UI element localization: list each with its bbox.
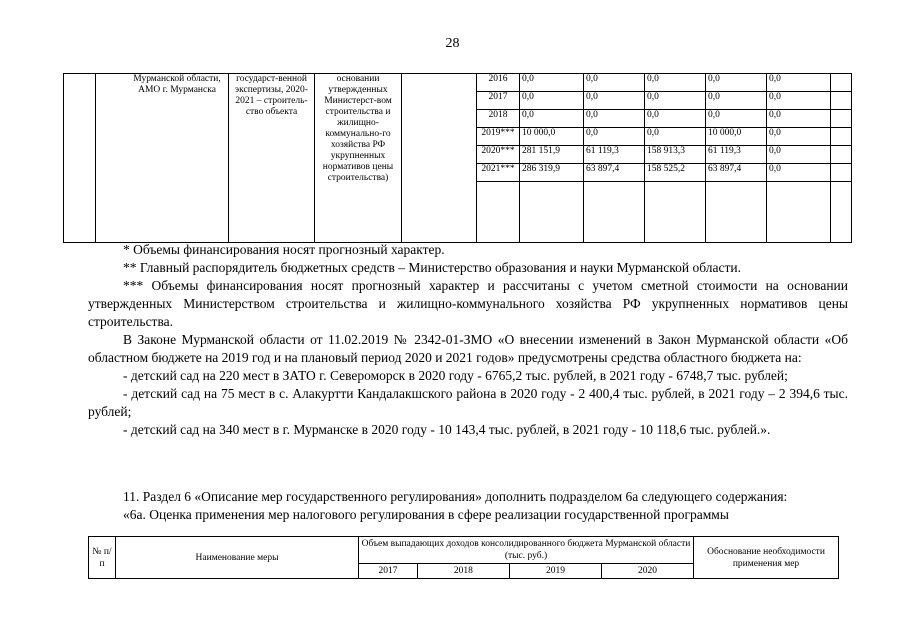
- value-cell: 0,0: [520, 92, 584, 110]
- section-block: [88, 488, 848, 524]
- year-header: 2019: [509, 564, 601, 579]
- value-cell: 281 151,9: [520, 146, 584, 164]
- note-1: * Объемы финансирования носят прогнозный характер.: [123, 242, 445, 257]
- stage-cell: государст-венной экспертизы, 2020-2021 – строитель-ство объекта: [229, 74, 315, 243]
- value-cell: 0,0: [584, 110, 645, 128]
- value-cell: 61 119,3: [706, 146, 767, 164]
- value-cell: 0,0: [706, 92, 767, 110]
- table-cell: [584, 182, 645, 243]
- value-cell: 0,0: [767, 74, 831, 92]
- year-cell: 2020***: [477, 146, 520, 164]
- year-header: 2018: [417, 564, 509, 579]
- year-cell: 2018: [477, 110, 520, 128]
- item-11: 11. Раздел 6 «Описание мер государственного регулирования» дополнить подразделом 6а следующего содержания:: [123, 489, 788, 504]
- value-cell: 10 000,0: [520, 128, 584, 146]
- table-cell: [520, 182, 584, 243]
- value-cell: 0,0: [767, 164, 831, 182]
- value-cell: 0,0: [767, 92, 831, 110]
- value-cell: 0,0: [520, 74, 584, 92]
- value-cell: 61 119,3: [584, 146, 645, 164]
- table-cell: [831, 92, 852, 110]
- law-item-2: - детский сад на 75 мест в с. Алакуртти Кандалакшского района в 2020 году - 2 400,4 тыс. рублей, в 2021 году – 2 394,6 тыс. рублей;: [88, 386, 848, 419]
- year-cell: 2017: [477, 92, 520, 110]
- law-item-1: - детский сад на 220 мест в ЗАТО г. Североморск в 2020 году - 6765,2 тыс. рублей, в 2021 году - 6748,7 тыс. рублей;: [123, 368, 788, 383]
- table-row: [64, 74, 852, 92]
- year-cell: 2016: [477, 74, 520, 92]
- year-header: 2020: [601, 564, 693, 579]
- law-item-3: - детский сад на 340 мест в г. Мурманске в 2020 году - 10 143,4 тыс. рублей, в 2021 году - 10 118,6 тыс. рублей.».: [123, 422, 771, 437]
- financing-table: [63, 73, 852, 243]
- value-cell: 10 000,0: [706, 128, 767, 146]
- value-cell: 0,0: [645, 110, 706, 128]
- value-cell: 63 897,4: [584, 164, 645, 182]
- table-cell: [831, 110, 852, 128]
- basis-cell: основании утвержденных Министерст-вом строительства и жилищно-коммунально-го хозяйства РФ укрупненных нормативов цены строительства): [315, 74, 402, 243]
- table-cell: [831, 146, 852, 164]
- value-cell: 158 913,3: [645, 146, 706, 164]
- header-basis: Обоснование необходимости применения мер: [694, 537, 839, 579]
- notes-block: [88, 241, 848, 439]
- value-cell: 0,0: [706, 110, 767, 128]
- table-cell: [477, 182, 520, 243]
- value-cell: 0,0: [520, 110, 584, 128]
- value-cell: 0,0: [706, 74, 767, 92]
- value-cell: 0,0: [645, 92, 706, 110]
- note-2: ** Главный распорядитель бюджетных средств – Министерство образования и науки Мурманской области.: [123, 260, 741, 275]
- recipient-cell: [96, 74, 229, 243]
- year-cell: 2019***: [477, 128, 520, 146]
- value-cell: 63 897,4: [706, 164, 767, 182]
- table-row: [89, 537, 839, 564]
- table-cell: [706, 182, 767, 243]
- table-cell: [831, 74, 852, 92]
- subsection-title: «6а. Оценка применения мер налогового регулирования в сфере реализации государственной программы: [123, 507, 729, 522]
- recipient-text: Мурманской области, АМО г. Мурманска: [133, 74, 221, 95]
- value-cell: 0,0: [767, 146, 831, 164]
- value-cell: 0,0: [645, 128, 706, 146]
- table-cell: [831, 182, 852, 243]
- table-cell: [831, 128, 852, 146]
- table-cell: [767, 182, 831, 243]
- value-cell: 0,0: [645, 74, 706, 92]
- law-intro: В Законе Мурманской области от 11.02.2019 № 2342-01-ЗМО «О внесении изменений в Закон Мурманской области «Об областном бюджете на 2019 год и на плановый период 2020 и 2021 годов» предусмотрены средства областного бюджета на:: [88, 332, 848, 365]
- value-cell: 0,0: [584, 74, 645, 92]
- header-volume: Объем выпадающих доходов консолидированного бюджета Мурманской области (тыс. руб.): [359, 537, 694, 564]
- year-cell: 2021***: [477, 164, 520, 182]
- note-3: *** Объемы финансирования носят прогнозный характер и рассчитаны с учетом сметной стоимости на основании утвержденных Министерством строительства и жилищно-коммунального хозяйства РФ укрупненных нормативов цены строительства.: [88, 278, 848, 329]
- table-cell: [831, 164, 852, 182]
- value-cell: 158 525,2: [645, 164, 706, 182]
- measures-table: [88, 536, 839, 579]
- page-number: 28: [445, 36, 460, 51]
- value-cell: 0,0: [584, 92, 645, 110]
- value-cell: 0,0: [767, 110, 831, 128]
- year-header: 2017: [359, 564, 418, 579]
- value-cell: 0,0: [584, 128, 645, 146]
- header-measure-name: Наименование меры: [116, 537, 359, 579]
- table-cell: [645, 182, 706, 243]
- table-cell: [64, 74, 96, 243]
- value-cell: 0,0: [767, 128, 831, 146]
- header-num: № п/п: [89, 537, 116, 579]
- table-cell: [402, 74, 477, 243]
- value-cell: 286 319,9: [520, 164, 584, 182]
